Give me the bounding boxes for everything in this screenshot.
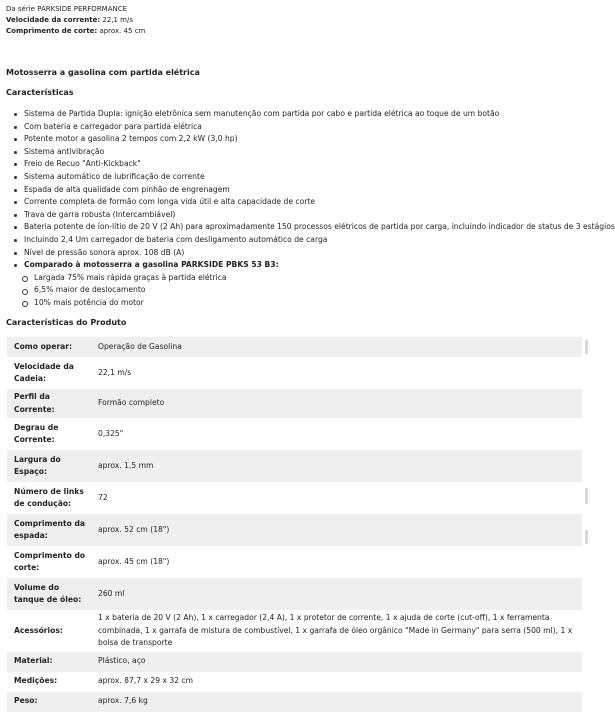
specs-table xyxy=(7,337,582,712)
spec-row xyxy=(7,357,582,389)
comparison-item: 10% mais potência do motor xyxy=(22,297,599,310)
spec-value: 260 ml xyxy=(98,588,125,598)
scrollbar-track[interactable] xyxy=(585,340,588,354)
feature-item: Bateria potente de íon-lítio de 20 V (2 Ah) para aproximadamente 150 processos elétricos de partida por carga, incluindo indicador de status de 3 estágios xyxy=(14,221,599,234)
spec-key: Volume do tanque de óleo: xyxy=(14,582,82,604)
features-heading: Características xyxy=(6,88,74,97)
spec-key: Comprimento da espada: xyxy=(14,518,86,540)
feature-item: Potente motor a gasolina 2 tempos com 2,2 kW (3,0 hp) xyxy=(14,133,599,146)
spec-row xyxy=(7,546,582,578)
spec-row xyxy=(7,578,582,610)
comparison-container xyxy=(14,272,599,310)
specs-heading: Características do Produto xyxy=(6,318,127,327)
intro-block xyxy=(6,4,145,37)
spec-key: Material: xyxy=(14,656,53,666)
intro-cut xyxy=(6,26,145,37)
comparison-title: Comparado à motosserra a gasolina PARKSIDE PBKS 53 B3: xyxy=(14,259,599,272)
spec-value: Formão completo xyxy=(98,398,165,408)
spec-key: Comprimento do corte: xyxy=(14,550,86,572)
feature-item: Trava de garra robusta (Intercambiável) xyxy=(14,209,599,222)
spec-value: Plástico, aço xyxy=(98,656,146,666)
spec-row xyxy=(7,389,582,418)
feature-item: Sistema antivibração xyxy=(14,146,599,159)
spec-key: Perfil da Corrente: xyxy=(14,392,55,414)
spec-key: Acessórios: xyxy=(14,625,63,635)
spec-value: 1 x bateria de 20 V (2 Ah), 1 x carregador (2,4 A), 1 x protetor de corrente, 1 x ajuda de corte (cut-off), 1 x ferramenta combinada, 1 x garrafa de mistura de combustível, 1 x garrafa de óleo orgânico "Made in Germany" para serra (500 ml), 1 x bolsa de transporte xyxy=(98,613,573,647)
feature-item: Nível de pressão sonora aprox. 108 dB (A) xyxy=(14,247,599,260)
spec-key: Largura do Espaço: xyxy=(14,454,61,476)
spec-row xyxy=(7,337,582,357)
feature-item: Corrente completa de formão com longa vida útil e alta capacidade de corte xyxy=(14,196,599,209)
spec-row xyxy=(7,514,582,546)
comparison-item: Largada 75% mais rápida graças à partida elétrica xyxy=(22,272,599,285)
spec-value: aprox. 1,5 mm xyxy=(98,460,154,470)
scrollbar-track[interactable] xyxy=(585,488,588,504)
feature-item: Espada de alta qualidade com pinhão de engrenagem xyxy=(14,184,599,197)
spec-value: Operação de Gasolina xyxy=(98,341,182,351)
intro-speed xyxy=(6,15,145,26)
spec-row xyxy=(7,418,582,450)
series-label: Da série PARKSIDE PERFORMANCE xyxy=(6,5,128,13)
features-list xyxy=(14,108,615,310)
scrollbar-track[interactable] xyxy=(585,530,588,544)
feature-item: Freio de Recuo "Anti-Kickback" xyxy=(14,158,599,171)
spec-row xyxy=(7,610,582,652)
feature-item: Sistema automático de lubrificação de corrente xyxy=(14,171,599,184)
comparison-list xyxy=(22,272,599,310)
intro-speed-key: Velocidade da corrente: xyxy=(6,16,101,24)
spec-row xyxy=(7,652,582,672)
intro-speed-value: 22,1 m/s xyxy=(100,16,134,24)
spec-key: Como operar: xyxy=(14,341,73,351)
feature-item: Com bateria e carregador para partida elétrica xyxy=(14,121,599,134)
spec-value: aprox. 45 cm (18") xyxy=(98,556,170,566)
spec-value: 22,1 m/s xyxy=(98,367,132,377)
spec-value: aprox. 87,7 x 29 x 32 cm xyxy=(98,676,194,686)
spec-row xyxy=(7,672,582,692)
spec-value: aprox. 7,6 kg xyxy=(98,696,148,706)
spec-key: Peso: xyxy=(14,696,38,706)
spec-row xyxy=(7,692,582,712)
feature-item: Sistema de Partida Dupla: ignição eletrônica sem manutenção com partida por cabo e partida elétrica ao toque de um botão xyxy=(14,108,599,121)
spec-key: Número de links de condução: xyxy=(14,486,84,508)
spec-value: 0,325" xyxy=(98,428,124,438)
intro-cut-key: Comprimento de corte: xyxy=(6,27,98,35)
comparison-item: 6,5% maior de deslocamento xyxy=(22,284,599,297)
spec-key: Velocidade da Cadeia: xyxy=(14,361,74,383)
product-title: Motosserra a gasolina com partida elétrica xyxy=(6,68,200,77)
spec-value: 72 xyxy=(98,492,108,502)
spec-value: aprox. 52 cm (18") xyxy=(98,524,170,534)
spec-key: Degrau de Corrente: xyxy=(14,422,59,444)
feature-item: Incluindo 2,4 Um carregador de bateria com desligamento automático de carga xyxy=(14,234,599,247)
spec-row xyxy=(7,450,582,482)
spec-key: Medições: xyxy=(14,676,58,686)
intro-cut-value: aprox. 45 cm xyxy=(97,27,146,35)
spec-row xyxy=(7,482,582,514)
